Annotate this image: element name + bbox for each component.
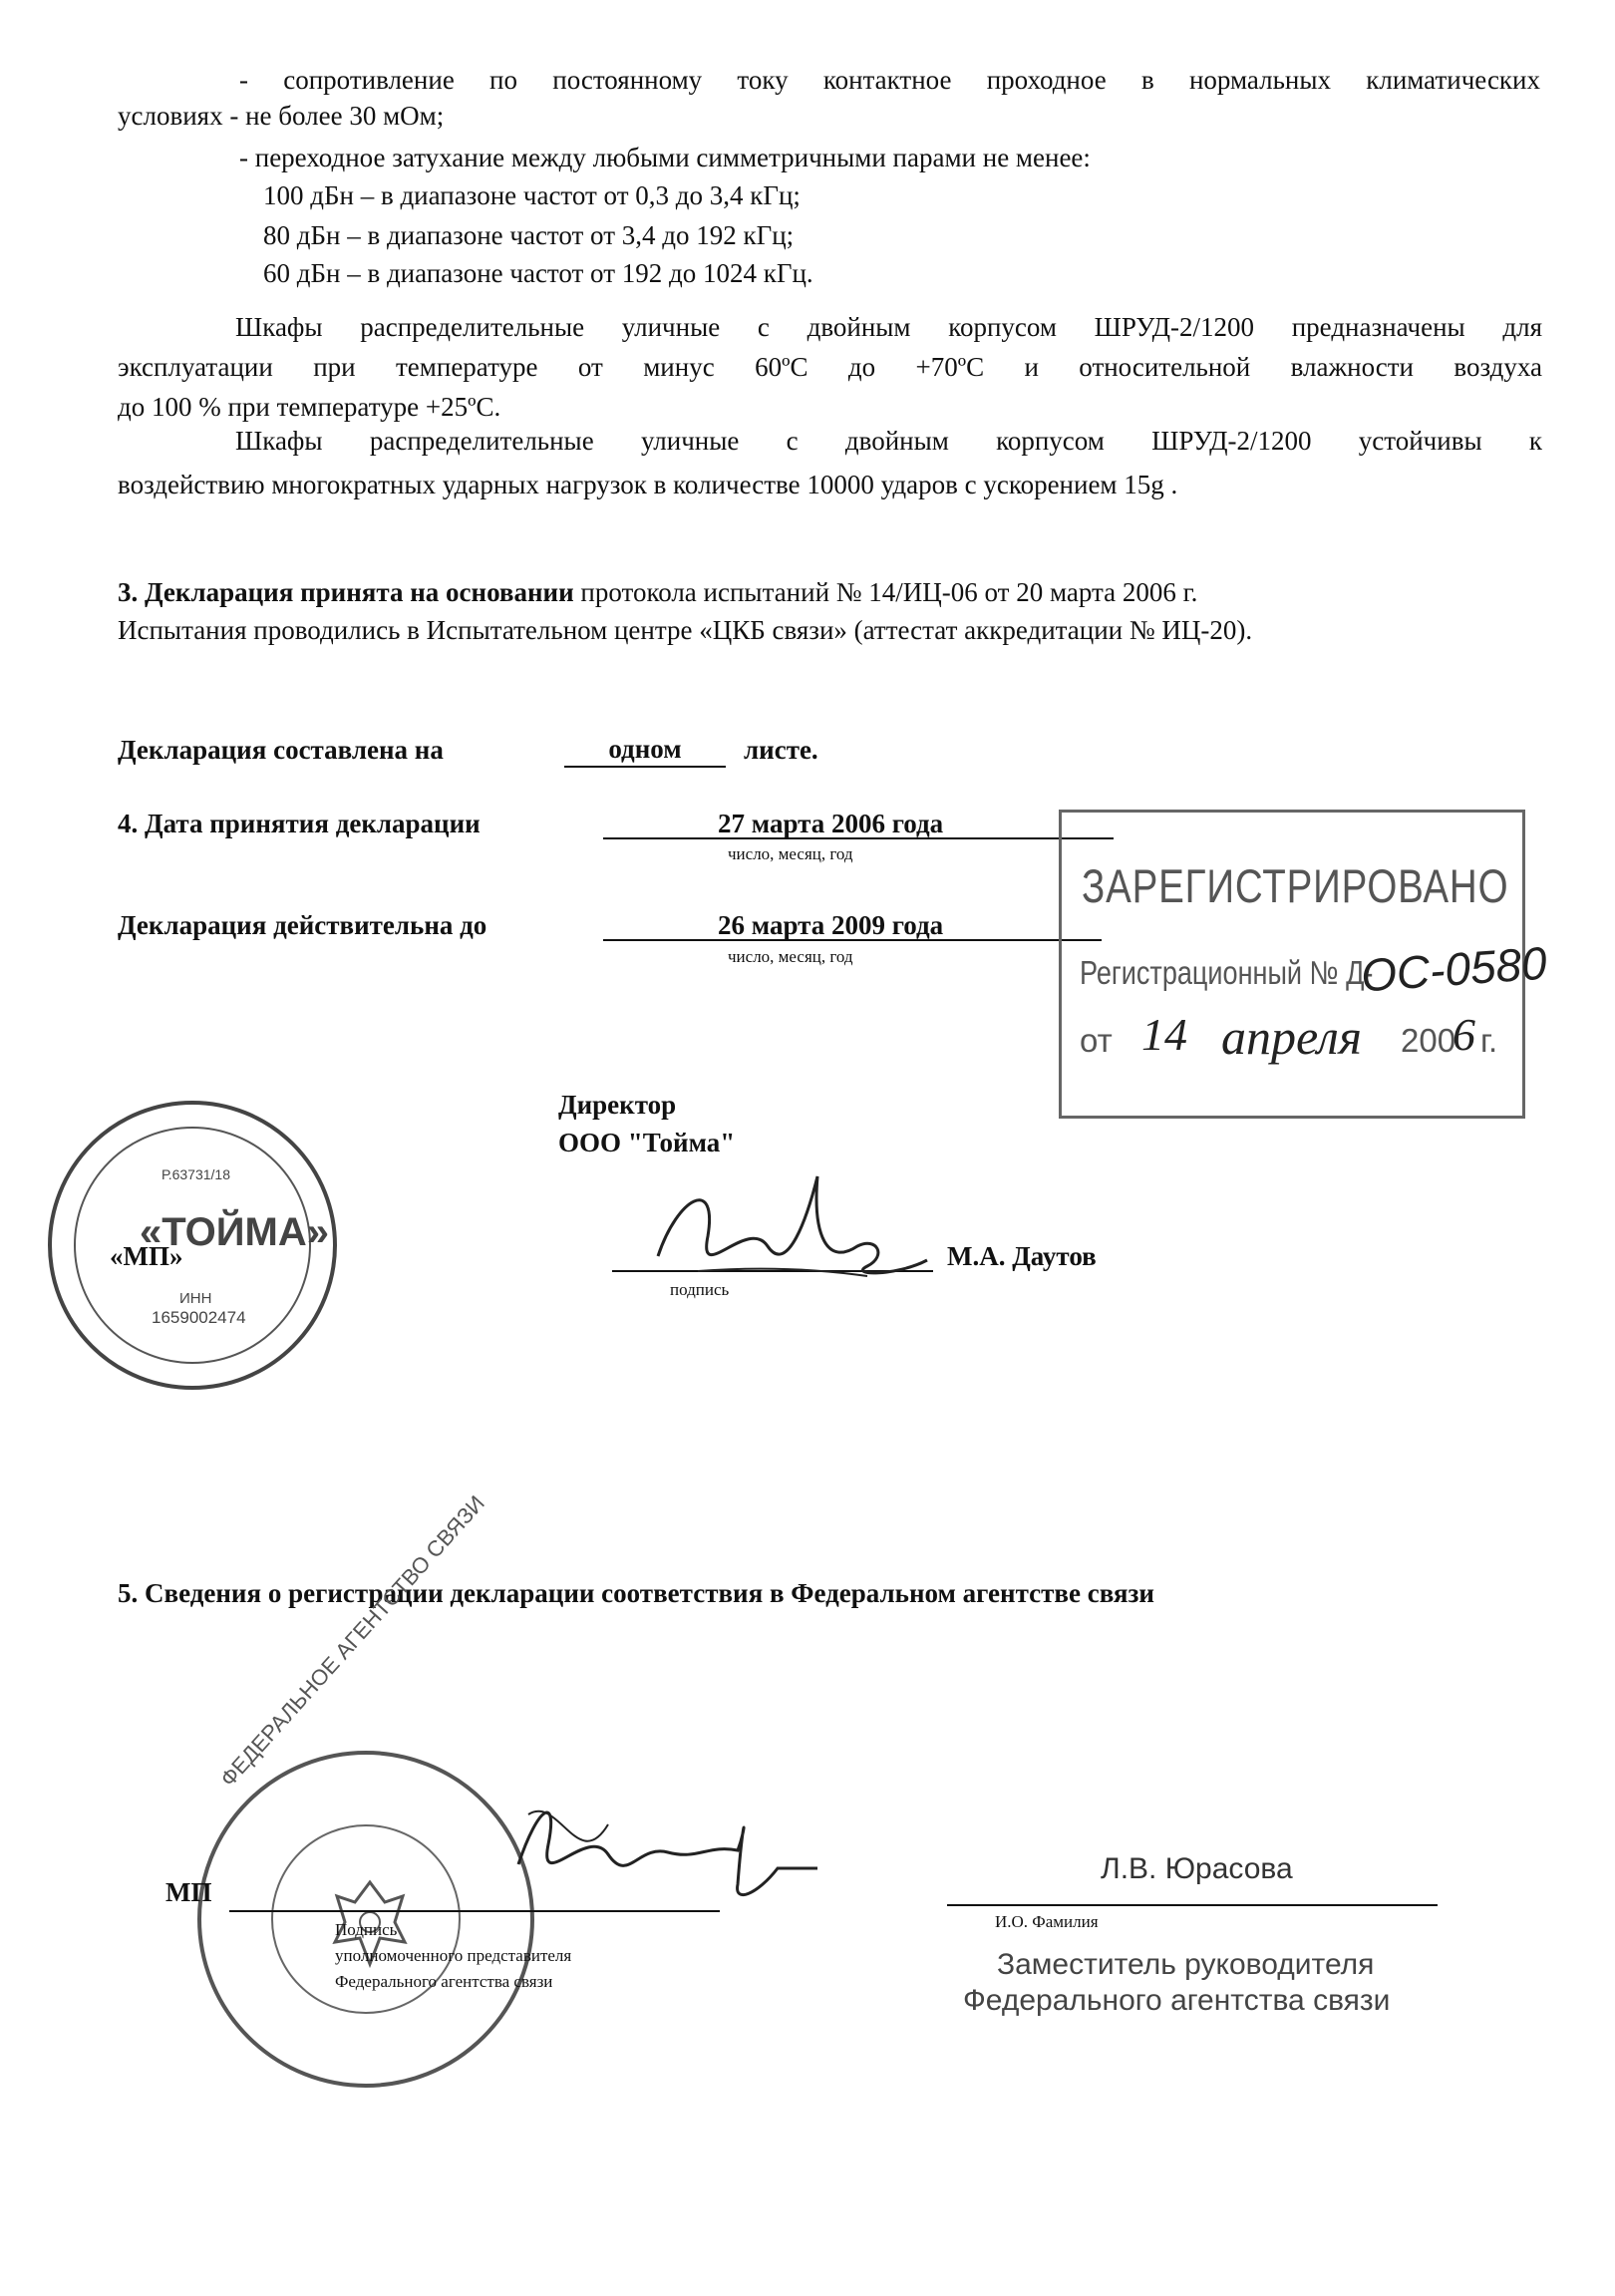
acceptance-date-label: 4. Дата принятия декларации <box>118 809 481 838</box>
valid-until-label: Декларация действительна до <box>118 910 487 940</box>
signatory-position: Директор <box>558 1090 677 1120</box>
signatory-mp: «МП» <box>110 1241 183 1271</box>
spec-line-crosstalk: - переходное затухание между любыми симметричными парами не менее: <box>239 143 1091 172</box>
company-seal-inn-label: ИНН <box>179 1290 212 1307</box>
acceptance-date-underline <box>603 837 1114 839</box>
agency-name-caption: И.О. Фамилия <box>995 1912 1099 1931</box>
spec-line-resistance-cont: условиях - не более 30 мОм; <box>118 101 445 131</box>
acceptance-date-caption: число, месяц, год <box>728 844 853 863</box>
section3-line2: Испытания проводились в Испытательном центре «ЦКБ связи» (аттестат аккредитации № ИЦ-20). <box>118 615 1253 645</box>
agency-official-name: Л.В. Юрасова <box>1101 1852 1293 1885</box>
registration-stamp <box>1059 810 1549 1119</box>
spec-line-resistance: - сопротивление по постоянному току контактное проходное в нормальных климатических <box>239 65 1540 95</box>
agency-seal <box>197 1490 534 2088</box>
agency-caption-2: уполномоченного представителя <box>335 1946 572 1965</box>
stamp-from-label: от <box>1080 1022 1113 1059</box>
freq-row-2: 80 дБн – в диапазоне частот от 3,4 до 192 кГц; <box>263 220 795 250</box>
stamp-day: 14 <box>1141 1009 1187 1060</box>
agency-caption-3: Федерального агентства связи <box>335 1972 553 1991</box>
company-seal-inn: 1659002474 <box>152 1308 246 1327</box>
stamp-month: апреля <box>1221 1009 1362 1065</box>
company-seal-reg: Р.63731/18 <box>162 1166 230 1182</box>
para-operation-2: эксплуатации при температуре от минус 60ºС до +70ºС и относительной влажности воздуха <box>118 352 1542 382</box>
stamp-year-suffix: 6 <box>1453 1009 1475 1060</box>
valid-until-value: 26 марта 2009 года <box>718 910 944 940</box>
stamp-reg-number: ОС-0580 <box>1359 936 1549 1002</box>
sheets-value: одном <box>564 732 726 768</box>
section3-heading: 3. Декларация принята на основании <box>118 577 574 607</box>
stamp-year-end: г. <box>1480 1022 1498 1059</box>
para-resistance-1: Шкафы распределительные уличные с двойным корпусом ШРУД-2/1200 устойчивы к <box>235 426 1542 456</box>
agency-signature <box>498 1785 837 1924</box>
freq-row-3: 60 дБн – в диапазоне частот от 192 до 1024 кГц. <box>263 258 813 288</box>
agency-title-1: Заместитель руководителя <box>997 1948 1375 1981</box>
signatory-name: М.А. Даутов <box>947 1241 1097 1271</box>
para-operation-1: Шкафы распределительные уличные с двойным корпусом ШРУД-2/1200 предназначены для <box>235 312 1542 342</box>
company-seal-name: «ТОЙМА» <box>140 1210 329 1254</box>
freq-row-1: 100 дБн – в диапазоне частот от 0,3 до 3,4 кГц; <box>263 180 801 210</box>
para-resistance-2: воздействию многократных ударных нагрузок в количестве 10000 ударов с ускорением 15g . <box>118 470 1178 499</box>
agency-mp: МП <box>165 1877 212 1907</box>
signature-caption: подпись <box>670 1280 730 1299</box>
section3-protocol: протокола испытаний № 14/ИЦ-06 от 20 марта 2006 г. <box>573 577 1198 607</box>
company-seal <box>48 1101 337 1390</box>
agency-seal-ring-text: ФЕДЕРАЛЬНОЕ АГЕНТСТВО СВЯЗИ <box>215 1490 489 1792</box>
agency-name-line <box>947 1904 1438 1906</box>
sheets-suffix: листе. <box>744 735 818 765</box>
para-operation-3: до 100 % при температуре +25ºС. <box>118 392 501 422</box>
acceptance-date-value: 27 марта 2006 года <box>718 809 944 838</box>
stamp-reg-label: Регистрационный № Д- <box>1080 954 1374 991</box>
stamp-year-prefix: 200 <box>1401 1022 1456 1059</box>
section3-line1 <box>118 574 1197 610</box>
agency-title-2: Федерального агентства связи <box>963 1984 1391 2017</box>
agency-caption-1: Подпись <box>335 1920 398 1939</box>
valid-until-caption: число, месяц, год <box>728 947 853 966</box>
section5-heading: 5. Сведения о регистрации декларации соответствия в Федеральном агентстве связи <box>118 1578 1154 1608</box>
valid-until-underline <box>603 939 1102 941</box>
stamp-title: ЗАРЕГИСТРИРОВАНО <box>1082 859 1509 912</box>
signatory-company: ООО "Тойма" <box>558 1128 736 1157</box>
sheets-label: Декларация составлена на <box>118 735 444 765</box>
